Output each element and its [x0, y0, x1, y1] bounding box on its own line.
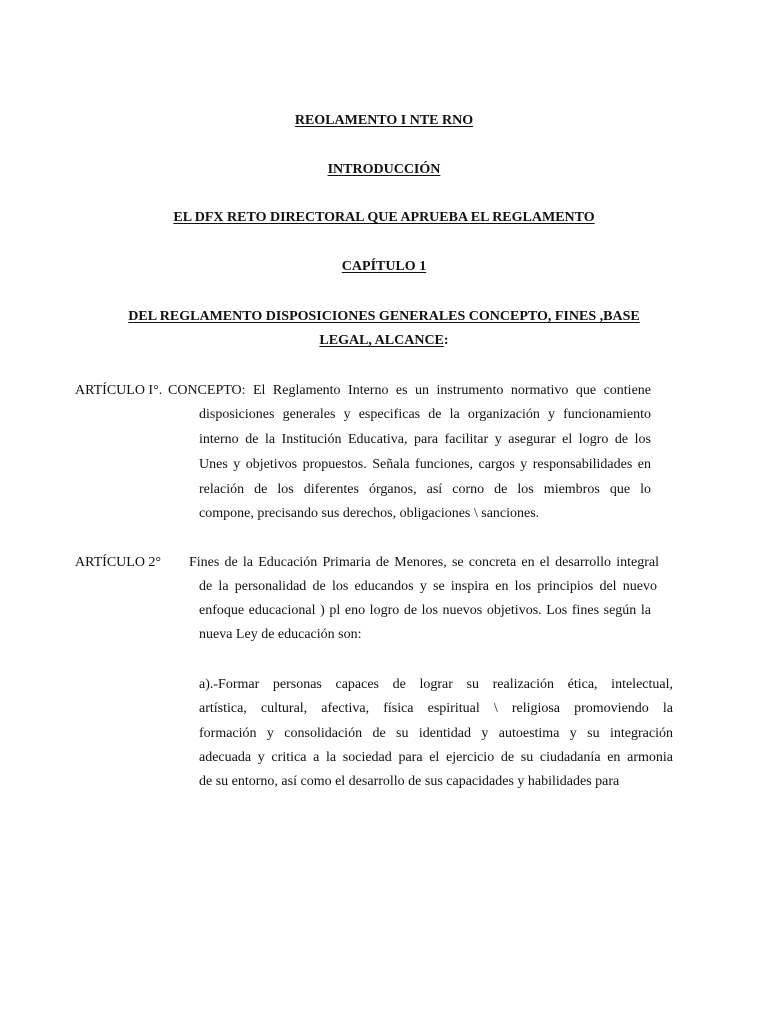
introduction-heading: INTRODUCCIÓN [327, 162, 441, 177]
article-2-line: nueva Ley de educación son: [199, 627, 362, 642]
section-heading-line2 [0, 333, 768, 349]
article-2-line: Fines de la Educación Primaria de Menores, se concreta en el desarrollo integral [189, 555, 659, 570]
item-a-line: de su entorno, así como el desarrollo de sus capacidades y habilidades para [199, 774, 620, 789]
item-a-line: formación y consolidación de su identidad y autoestima y su integración [199, 726, 673, 741]
article-2-label: ARTÍCULO 2° [75, 555, 162, 570]
section-heading-line2-text: LEGAL, ALCANCE [319, 333, 444, 348]
item-a-line: a).-Formar personas capaces de lograr su realización ética, intelectual, [199, 677, 673, 692]
article-1-line: relación de los diferentes órganos, así corno de los miembros que lo [199, 482, 651, 497]
article-2-line: enfoque educacional ) pl eno logro de los nuevos objetivos. Los fines según la [199, 603, 651, 618]
section-heading-colon: : [443, 333, 449, 348]
item-a-line: artística, cultural, afectiva, física espiritual \ religiosa promoviendo la [199, 701, 673, 716]
decree-heading: EL DFX RETO DIRECTORAL QUE APRUEBA EL REGLAMENTO [173, 210, 595, 225]
article-1-line: disposiciones generales y especificas de la organización y funcionamiento [199, 407, 651, 422]
document-title: REOLAMENTO I NTE RNO [294, 113, 474, 128]
article-1-line: Unes y objetivos propuestos. Señala funciones, cargos y responsabilidades en [199, 457, 651, 472]
section-heading-line1: DEL REGLAMENTO DISPOSICIONES GENERALES CONCEPTO, FINES ,BASE [128, 309, 640, 324]
article-1-line: interno de la Institución Educativa, para facilitar y asegurar el logro de los [199, 432, 651, 447]
item-a-line: adecuada y critica a la sociedad para el ejercicio de su ciudadanía en armonia [199, 750, 673, 765]
article-2-line: de la personalidad de los educandos y se inspira en los principios del nuevo [199, 579, 657, 594]
chapter-heading: CAPÍTULO 1 [341, 259, 427, 274]
article-1-line: compone, precisando sus derechos, obligaciones \ sanciones. [199, 506, 540, 521]
article-1-label: ARTÍCULO I°. [75, 383, 163, 398]
article-1-line: CONCEPTO: El Reglamento Interno es un instrumento normativo que contiene [168, 383, 651, 398]
